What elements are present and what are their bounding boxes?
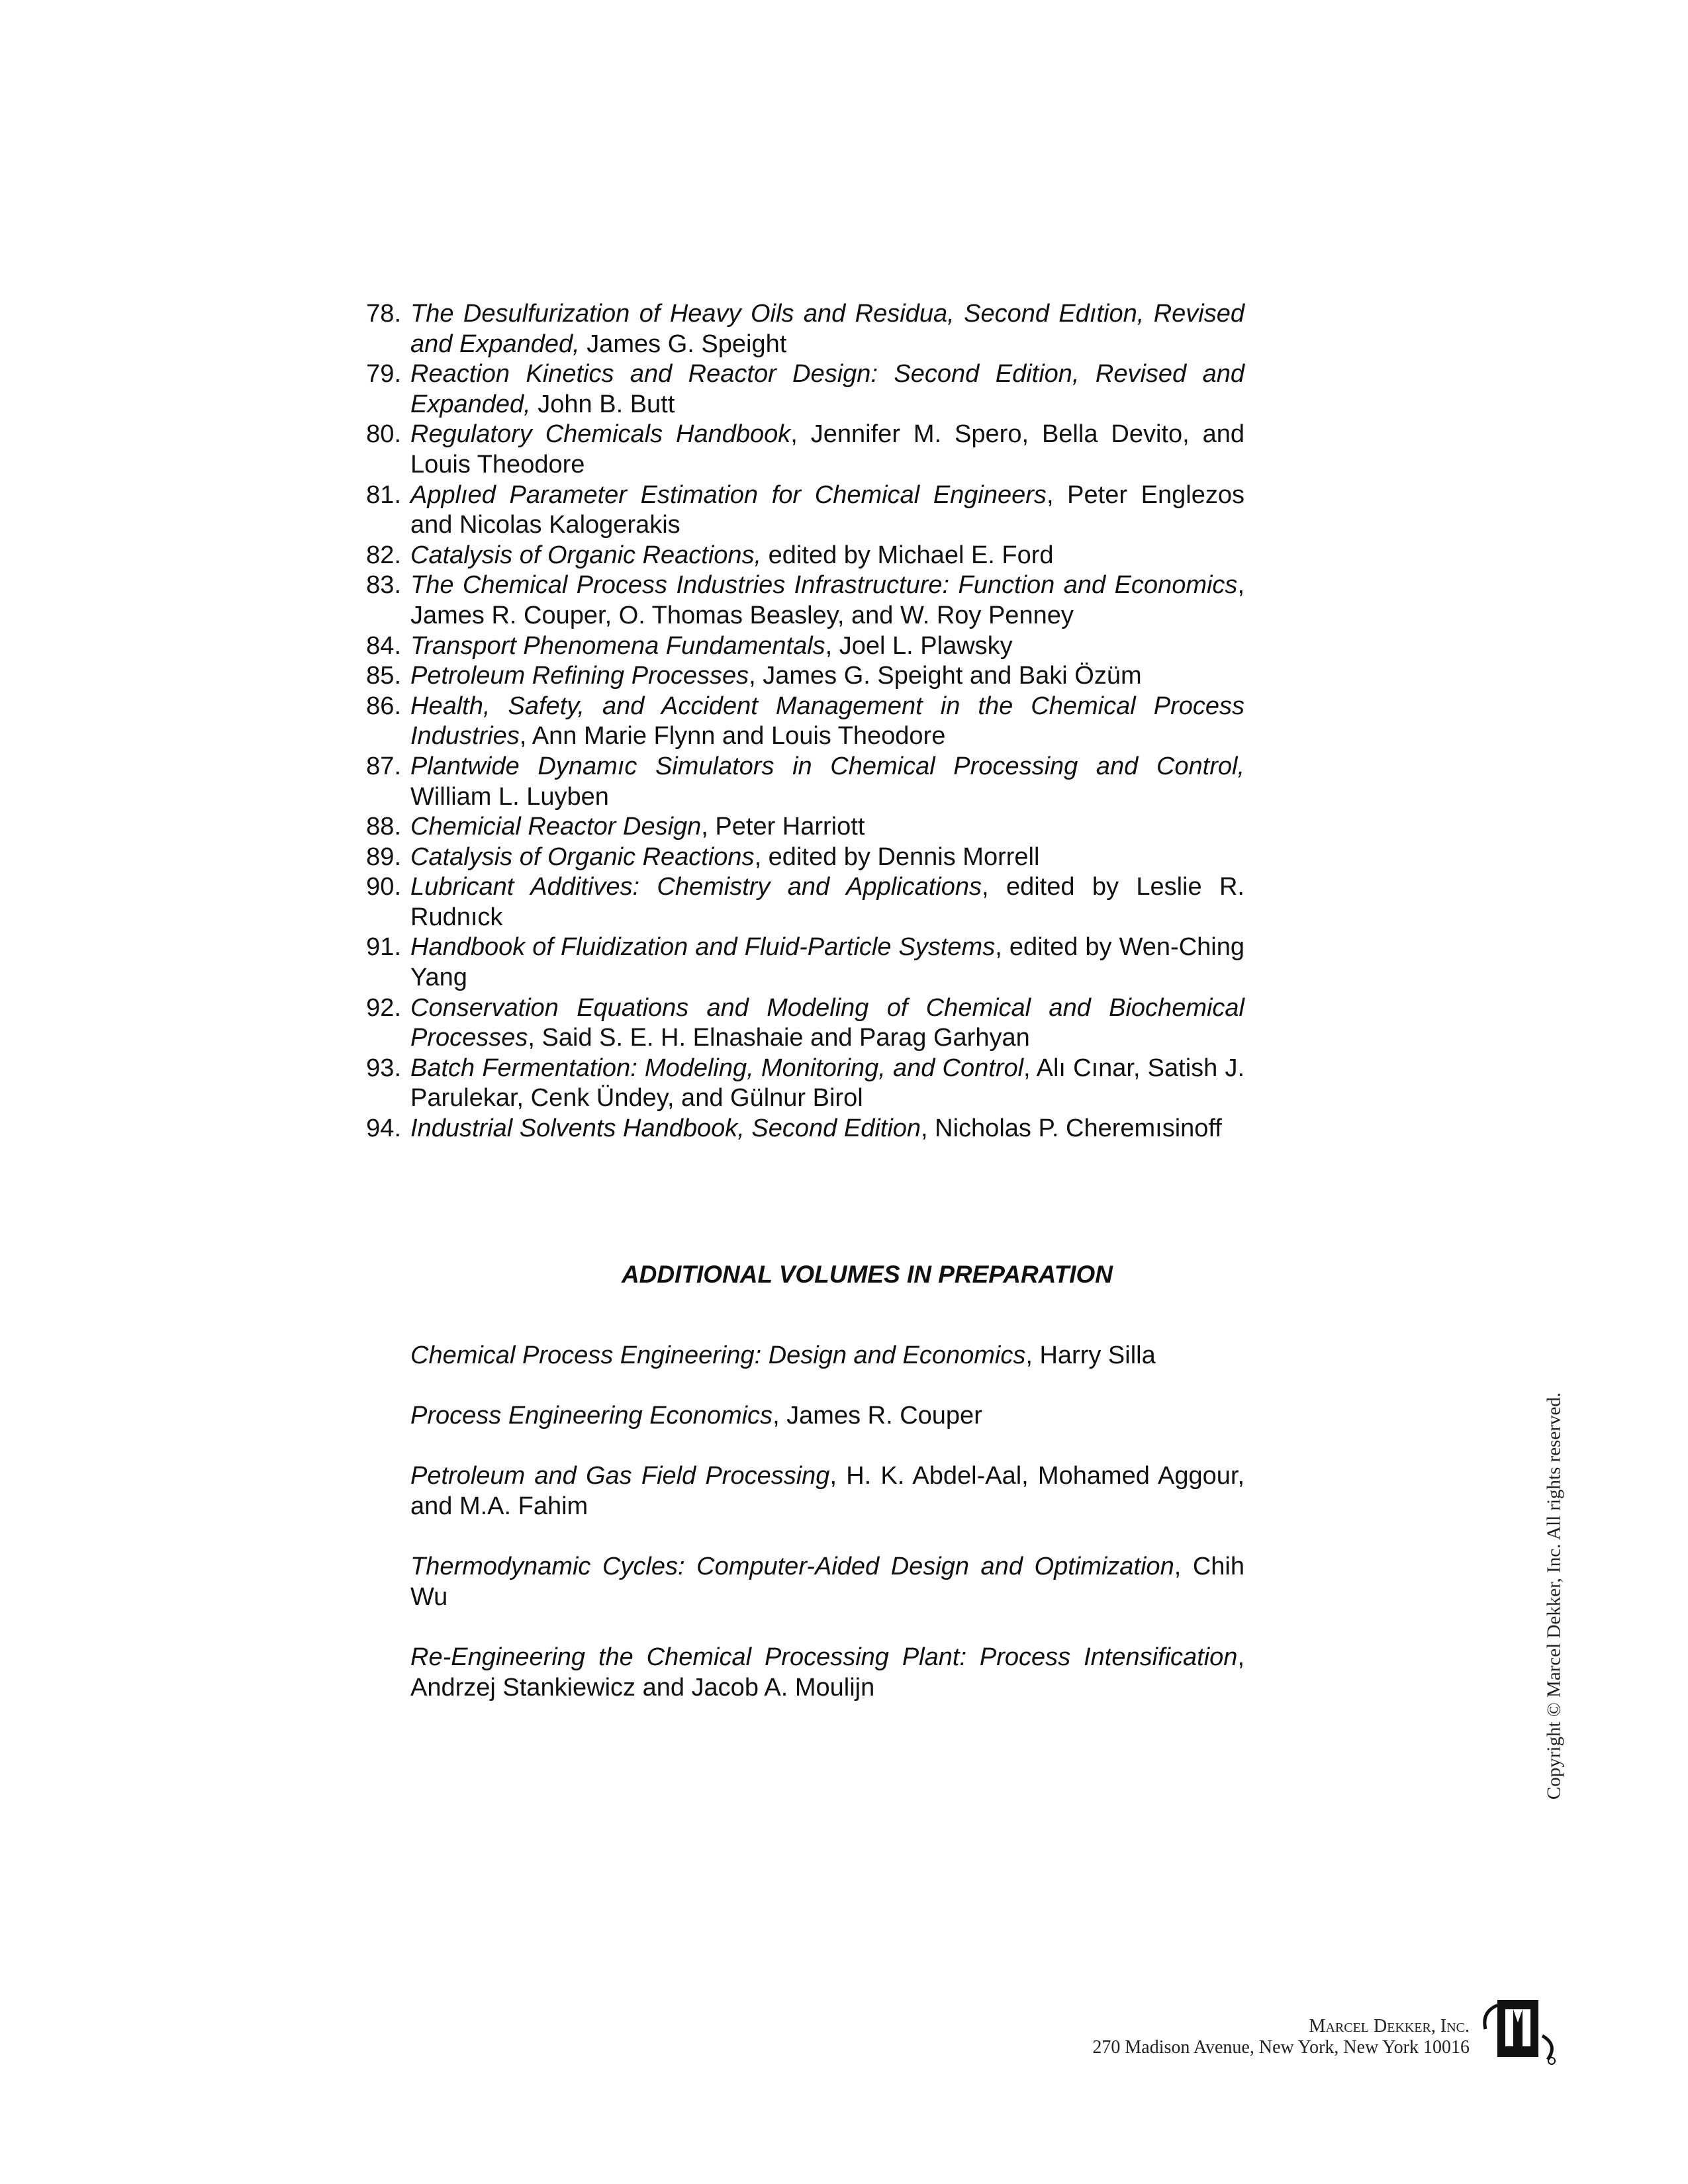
book-title: The Chemical Process Industries Infrastructure: Function and Economics: [410, 571, 1238, 600]
book-authors: , Nicholas P. Cheremısinoff: [921, 1115, 1222, 1143]
item-number: 93.: [366, 1054, 401, 1082]
list-item: [351, 752, 1244, 812]
publisher-imprint: [1092, 2016, 1470, 2058]
book-title: Chemical Process Engineering: Design and Economics: [410, 1342, 1026, 1369]
list-item: [351, 480, 1244, 541]
book-authors: , Alı Cınar, Satish J. Parulekar, Cenk Ündey, and Gülnur Birol: [410, 1054, 1245, 1113]
list-item: [351, 631, 1244, 662]
series-book-list: [351, 299, 1244, 1144]
item-number: 80.: [366, 420, 401, 449]
book-title: Regulatory Chemicals Handbook: [410, 420, 791, 449]
book-title: Applıed Parameter Estimation for Chemical Engineers: [410, 480, 1047, 509]
book-title: Transport Phenomena Fundamentals: [410, 631, 825, 660]
list-item: [410, 1341, 1244, 1371]
book-authors: , Peter Englezos and Nicolas Kalogerakis: [410, 480, 1245, 539]
book-title: Reaction Kinetics and Reactor Design: Second Edition, Revised and Expanded,: [410, 360, 1244, 418]
book-title: Health, Safety, and Accident Management in the Chemical Process Industries: [410, 692, 1244, 751]
book-title: Re-Engineering the Chemical Processing Plant: Process Intensification: [410, 1643, 1238, 1671]
list-item: [351, 299, 1244, 359]
book-title: Thermodynamic Cycles: Computer-Aided Design and Optimization: [410, 1553, 1174, 1581]
book-authors: edited by Michael E. Ford: [761, 541, 1054, 569]
book-authors: , James R. Couper: [773, 1402, 982, 1430]
marcel-dekker-logo-icon: [1477, 1996, 1564, 2065]
item-number: 81.: [366, 480, 401, 509]
book-authors: William L. Luyben: [410, 782, 609, 811]
item-number: 89.: [366, 842, 401, 871]
book-authors: , Chih Wu: [410, 1553, 1244, 1611]
item-number: 86.: [366, 692, 401, 720]
book-title: Chemicial Reactor Design: [410, 813, 702, 841]
publisher-address: 270 Madison Avenue, New York, New York 10016: [1092, 2037, 1470, 2058]
item-number: 94.: [366, 1115, 401, 1143]
list-item: [351, 692, 1244, 752]
book-title: Conservation Equations and Modeling of Chemical and Biochemical Processes: [410, 993, 1244, 1052]
item-number: 90.: [366, 873, 401, 901]
list-item: [351, 420, 1244, 480]
book-authors: , Said S. E. H. Elnashaie and Parag Garhyan: [528, 1024, 1030, 1052]
book-title: Handbook of Fluidization and Fluid-Particle Systems: [410, 933, 996, 962]
book-title: Process Engineering Economics: [410, 1402, 773, 1430]
publisher-name: Marcel Dekker, Inc.: [1309, 2016, 1470, 2036]
list-item: [351, 541, 1244, 571]
item-number: 88.: [366, 813, 401, 841]
section-heading: ADDITIONAL VOLUMES IN PREPARATION: [621, 1261, 1113, 1288]
book-title: Lubricant Additives: Chemistry and Applications: [410, 873, 982, 901]
book-title: Plantwide Dynamıc Simulators in Chemical Processing and Control,: [410, 752, 1244, 780]
book-title: Petroleum Refining Processes: [410, 662, 749, 690]
list-item: [410, 1552, 1244, 1612]
list-item: [351, 812, 1244, 842]
book-title: Catalysis of Organic Reactions,: [410, 541, 762, 569]
list-item: [351, 933, 1244, 993]
list-item: [351, 570, 1244, 631]
item-number: 91.: [366, 933, 401, 962]
book-authors: , Peter Harriott: [701, 813, 865, 841]
book-title: Industrial Solvents Handbook, Second Edition: [410, 1115, 921, 1143]
book-authors: , H. K. Abdel-Aal, Mohamed Aggour, and M.A. Fahim: [410, 1462, 1245, 1520]
in-preparation-list: [410, 1316, 1244, 1733]
list-item: [351, 1114, 1244, 1144]
list-item: [351, 359, 1244, 420]
book-authors: , James R. Couper, O. Thomas Beasley, and W. Roy Penney: [410, 571, 1244, 629]
item-number: 79.: [366, 360, 401, 388]
item-number: 78.: [366, 300, 401, 328]
book-authors: , Joel L. Plawsky: [825, 631, 1013, 660]
list-item: [410, 1643, 1244, 1703]
list-item: [351, 661, 1244, 692]
item-number: 84.: [366, 631, 401, 660]
item-number: 87.: [366, 752, 401, 780]
book-authors: , Ann Marie Flynn and Louis Theodore: [519, 722, 946, 751]
book-authors: John B. Butt: [530, 390, 675, 418]
book-title: Petroleum and Gas Field Processing: [410, 1462, 830, 1490]
book-authors: James G. Speight: [579, 330, 787, 358]
list-item: [351, 993, 1244, 1054]
book-title: Batch Fermentation: Modeling, Monitoring, and Control: [410, 1054, 1024, 1082]
list-item: [351, 1054, 1244, 1114]
book-authors: , edited by Wen-Ching Yang: [410, 933, 1244, 992]
book-title: The Desulfurization of Heavy Oils and Residua, Second Edıtion, Revised and Expanded,: [410, 300, 1244, 358]
list-item: [351, 872, 1244, 933]
list-item: [410, 1401, 1244, 1432]
item-number: 82.: [366, 541, 401, 569]
book-authors: , edited by Leslie R. Rudnıck: [410, 873, 1244, 931]
copyright-notice: Copyright © Marcel Dekker, Inc. All rights reserved.: [1543, 1392, 1565, 1800]
book-authors: , Harry Silla: [1025, 1342, 1156, 1369]
item-number: 92.: [366, 993, 401, 1022]
book-authors: , James G. Speight and Baki Özüm: [749, 662, 1142, 690]
item-number: 85.: [366, 662, 401, 690]
book-title: Catalysis of Organic Reactions: [410, 842, 755, 871]
book-authors: , Jennifer M. Spero, Bella Devito, and Louis Theodore: [410, 420, 1244, 478]
book-authors: , edited by Dennis Morrell: [754, 842, 1040, 871]
list-item: [351, 842, 1244, 873]
book-authors: , Andrzej Stankiewicz and Jacob A. Moulijn: [410, 1643, 1244, 1702]
item-number: 83.: [366, 571, 401, 600]
list-item: [410, 1461, 1244, 1522]
